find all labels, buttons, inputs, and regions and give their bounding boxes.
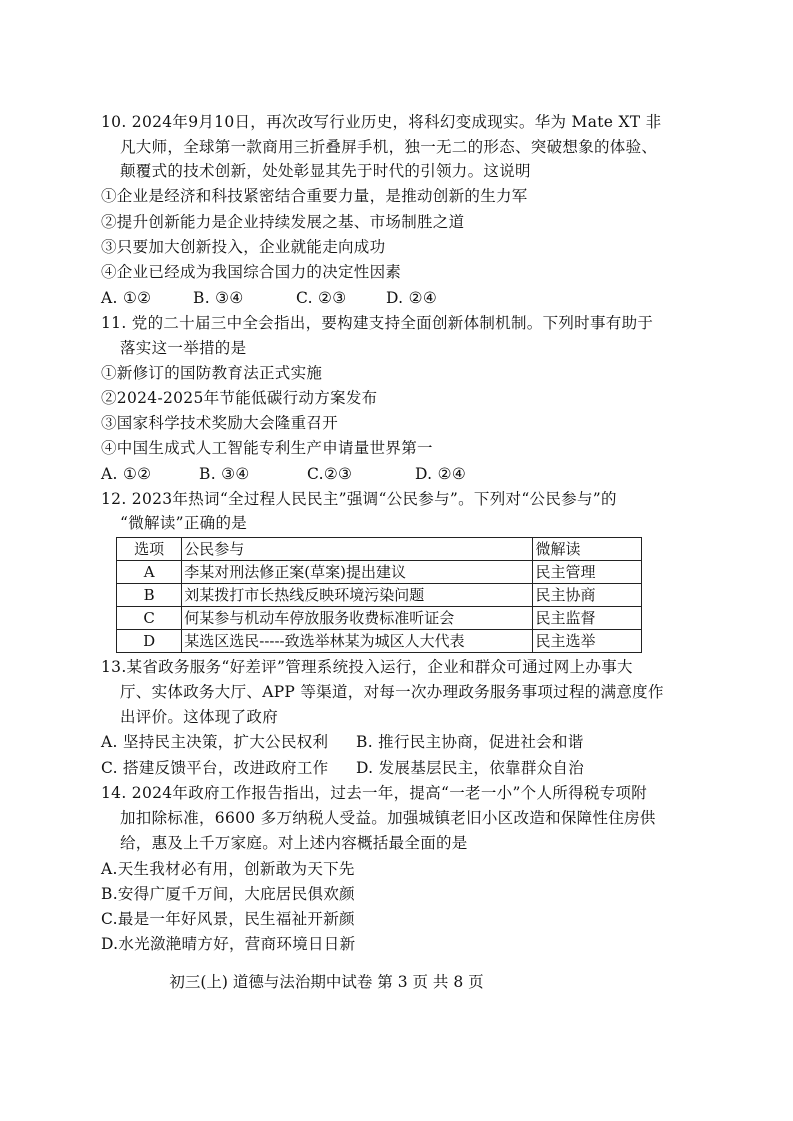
q11-stem-line-2: 落实这一举措的是 bbox=[120, 339, 247, 357]
q12-stem-line-1: 12. 2023年热词“全过程人民民主”强调“公民参与”。下列对“公民参与”的 bbox=[101, 490, 617, 508]
q12-options-table bbox=[116, 537, 642, 653]
q11-option-a[interactable]: A. ①② bbox=[101, 465, 152, 483]
q11-item-3: ③国家科学技术奖励大会隆重召开 bbox=[101, 414, 339, 432]
table-row[interactable] bbox=[117, 630, 642, 653]
q13-stem-line-3: 出评价。这体现了政府 bbox=[120, 708, 279, 726]
q14-stem-line-1: 14. 2024年政府工作报告指出，过去一年，提高“一老一小”个人所得税专项附 bbox=[101, 784, 648, 802]
table-cell-option: D bbox=[117, 630, 182, 653]
table-cell-option: A bbox=[117, 561, 182, 584]
q11-item-2: ②2024-2025年节能低碳行动方案发布 bbox=[101, 389, 378, 407]
q11-option-d[interactable]: D. ②④ bbox=[415, 465, 467, 483]
q13-options-row-1 bbox=[101, 730, 584, 754]
table-cell-participation: 刘某拨打市长热线反映环境污染问题 bbox=[182, 584, 533, 607]
q10-options bbox=[101, 286, 437, 310]
q13-option-a[interactable]: A. 坚持民主决策，扩大公民权利 bbox=[101, 733, 329, 751]
q10-stem-line-1: 10. 2024年9月10日，再次改写行业历史，将科幻变成现实。华为 Mate XT 非 bbox=[101, 113, 662, 131]
q12-stem-line-2: “微解读”正确的是 bbox=[120, 514, 248, 532]
table-header-cell: 选项 bbox=[117, 538, 182, 561]
q13-options-row-2 bbox=[101, 756, 584, 780]
q13-stem-line-2: 厅、实体政务大厅、APP 等渠道，对每一次办理政务服务事项过程的满意度作 bbox=[120, 683, 664, 701]
table-header-cell: 公民参与 bbox=[182, 538, 533, 561]
q11-stem-line-1: 11. 党的二十届三中全会指出，要构建支持全面创新体制机制。下列时事有助于 bbox=[101, 314, 654, 332]
q13-option-b[interactable]: B. 推行民主协商，促进社会和谐 bbox=[356, 733, 584, 751]
q14-stem-line-3: 给，惠及上千万家庭。对上述内容概括最全面的是 bbox=[120, 834, 468, 852]
table-row[interactable] bbox=[117, 607, 642, 630]
table-cell-participation: 某选区选民-----致选举林某为城区人大代表 bbox=[182, 630, 533, 653]
table-cell-option: B bbox=[117, 584, 182, 607]
q10-item-2: ②提升创新能力是企业持续发展之基、市场制胜之道 bbox=[101, 213, 465, 231]
q13-option-d[interactable]: D. 发展基层民主，依靠群众自治 bbox=[356, 759, 585, 777]
table-cell-interpretation: 民主选举 bbox=[533, 630, 642, 653]
q10-stem-line-2: 凡大师，全球第一款商用三折叠屏手机，独一无二的形态、突破想象的体验、 bbox=[120, 138, 658, 156]
q10-option-a[interactable]: A. ①② bbox=[101, 289, 152, 307]
q14-option-c[interactable]: C.最是一年好风景，民生福祉开新颜 bbox=[101, 910, 355, 928]
q10-option-b[interactable]: B. ③④ bbox=[193, 289, 244, 307]
q10-option-c[interactable]: C. ②③ bbox=[296, 289, 347, 307]
q10-stem-line-3: 颠覆式的技术创新，处处彰显其先于时代的引领力。这说明 bbox=[120, 162, 531, 180]
table-cell-participation: 李某对刑法修正案(草案)提出建议 bbox=[182, 561, 533, 584]
q10-option-d[interactable]: D. ②④ bbox=[386, 289, 438, 307]
q14-stem-line-2: 加扣除标准，6600 多万纳税人受益。加强城镇老旧小区改造和保障性住房供 bbox=[120, 809, 656, 827]
q10-item-1: ①企业是经济和科技紧密结合重要力量，是推动创新的生力军 bbox=[101, 187, 528, 205]
q13-stem-line-1: 13.某省政务服务“好差评”管理系统投入运行，企业和群众可通过网上办事大 bbox=[101, 658, 633, 676]
q11-item-1: ①新修订的国防教育法正式实施 bbox=[101, 364, 323, 382]
table-cell-interpretation: 民主协商 bbox=[533, 584, 642, 607]
table-row[interactable] bbox=[117, 584, 642, 607]
q10-item-3: ③只要加大创新投入，企业就能走向成功 bbox=[101, 238, 386, 256]
table-header-row bbox=[117, 538, 642, 561]
table-cell-option: C bbox=[117, 607, 182, 630]
page-footer: 初三(上) 道德与法治期中试卷 第 3 页 共 8 页 bbox=[169, 973, 484, 991]
q11-options bbox=[101, 462, 466, 486]
table-cell-interpretation: 民主管理 bbox=[533, 561, 642, 584]
table-cell-participation: 何某参与机动车停放服务收费标准听证会 bbox=[182, 607, 533, 630]
table-cell-interpretation: 民主监督 bbox=[533, 607, 642, 630]
q14-option-a[interactable]: A.天生我材必有用，创新敢为天下先 bbox=[101, 860, 355, 878]
q13-option-c[interactable]: C. 搭建反馈平台，改进政府工作 bbox=[101, 759, 329, 777]
q11-item-4: ④中国生成式人工智能专利生产申请量世界第一 bbox=[101, 439, 433, 457]
q10-item-4: ④企业已经成为我国综合国力的决定性因素 bbox=[101, 263, 402, 281]
table-row[interactable] bbox=[117, 561, 642, 584]
q11-option-c[interactable]: C.②③ bbox=[307, 465, 353, 483]
q11-option-b[interactable]: B. ③④ bbox=[199, 465, 250, 483]
q14-option-d[interactable]: D.水光潋滟晴方好，营商环境日日新 bbox=[101, 935, 356, 953]
q14-option-b[interactable]: B.安得广厦千万间，大庇居民俱欢颜 bbox=[101, 885, 355, 903]
table-header-cell: 微解读 bbox=[533, 538, 642, 561]
